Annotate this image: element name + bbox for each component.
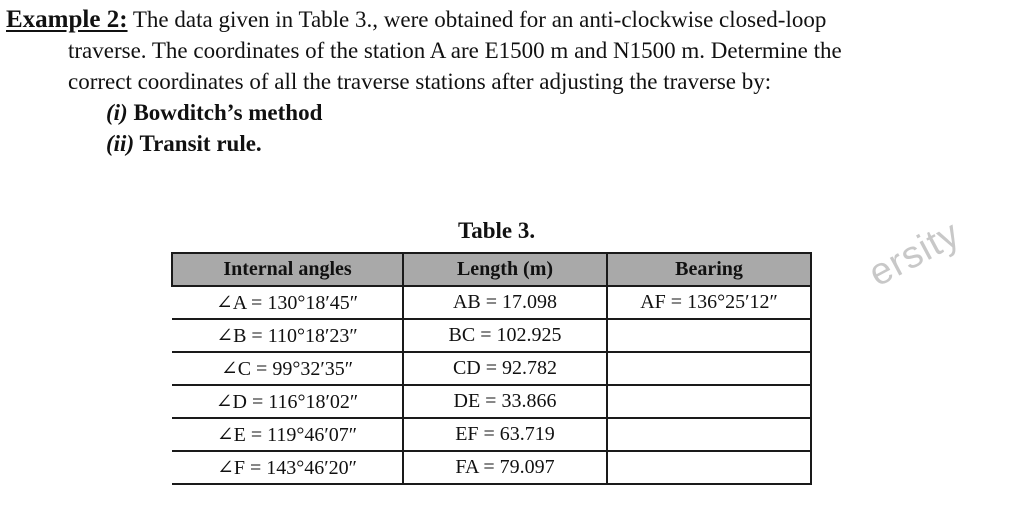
angle-cell: ∠A = 130°18′45″ [172,286,403,319]
header-internal-angles: Internal angles [172,253,403,286]
angle-cell: ∠D = 116°18′02″ [172,385,403,418]
watermark-text: ersity [862,212,968,296]
bearing-cell [607,418,811,451]
bearing-cell [607,451,811,484]
problem-line-1 [6,4,1006,35]
header-length: Length (m) [403,253,607,286]
table-row [172,286,811,319]
problem-text-1: The data given in Table 3., were obtained for an anti-clockwise closed-loop [132,7,827,32]
length-cell: DE = 33.866 [403,385,607,418]
table-body [172,286,811,484]
problem-statement [6,4,1006,159]
task-bowditch [6,97,1006,128]
bearing-cell [607,385,811,418]
angle-cell: ∠E = 119°46′07″ [172,418,403,451]
task-label: Bowditch’s method [133,100,323,125]
table-caption: Table 3. [458,218,536,243]
table-row [172,451,811,484]
angle-cell: ∠F = 143°46′20″ [172,451,403,484]
bearing-cell [607,319,811,352]
table-row [172,352,811,385]
header-bearing: Bearing [607,253,811,286]
angle-cell: ∠C = 99°32′35″ [172,352,403,385]
length-cell: AB = 17.098 [403,286,607,319]
table-header-row [172,253,811,286]
task-transit [6,128,1006,159]
bearing-cell: AF = 136°25′12″ [607,286,811,319]
example-heading: Example 2: [6,6,128,33]
task-number: (i) [106,100,128,125]
angle-cell: ∠B = 110°18′23″ [172,319,403,352]
problem-line-2: traverse. The coordinates of the station A are E1500 m and N1500 m. Determine the [68,38,842,63]
length-cell: FA = 79.097 [403,451,607,484]
table-row [172,418,811,451]
length-cell: BC = 102.925 [403,319,607,352]
traverse-data-table [171,252,812,485]
table-row [172,385,811,418]
table-row [172,319,811,352]
length-cell: CD = 92.782 [403,352,607,385]
problem-line-3: correct coordinates of all the traverse stations after adjusting the traverse by: [68,69,772,94]
task-label: Transit rule. [139,131,262,156]
bearing-cell [607,352,811,385]
task-number: (ii) [106,131,135,156]
length-cell: EF = 63.719 [403,418,607,451]
